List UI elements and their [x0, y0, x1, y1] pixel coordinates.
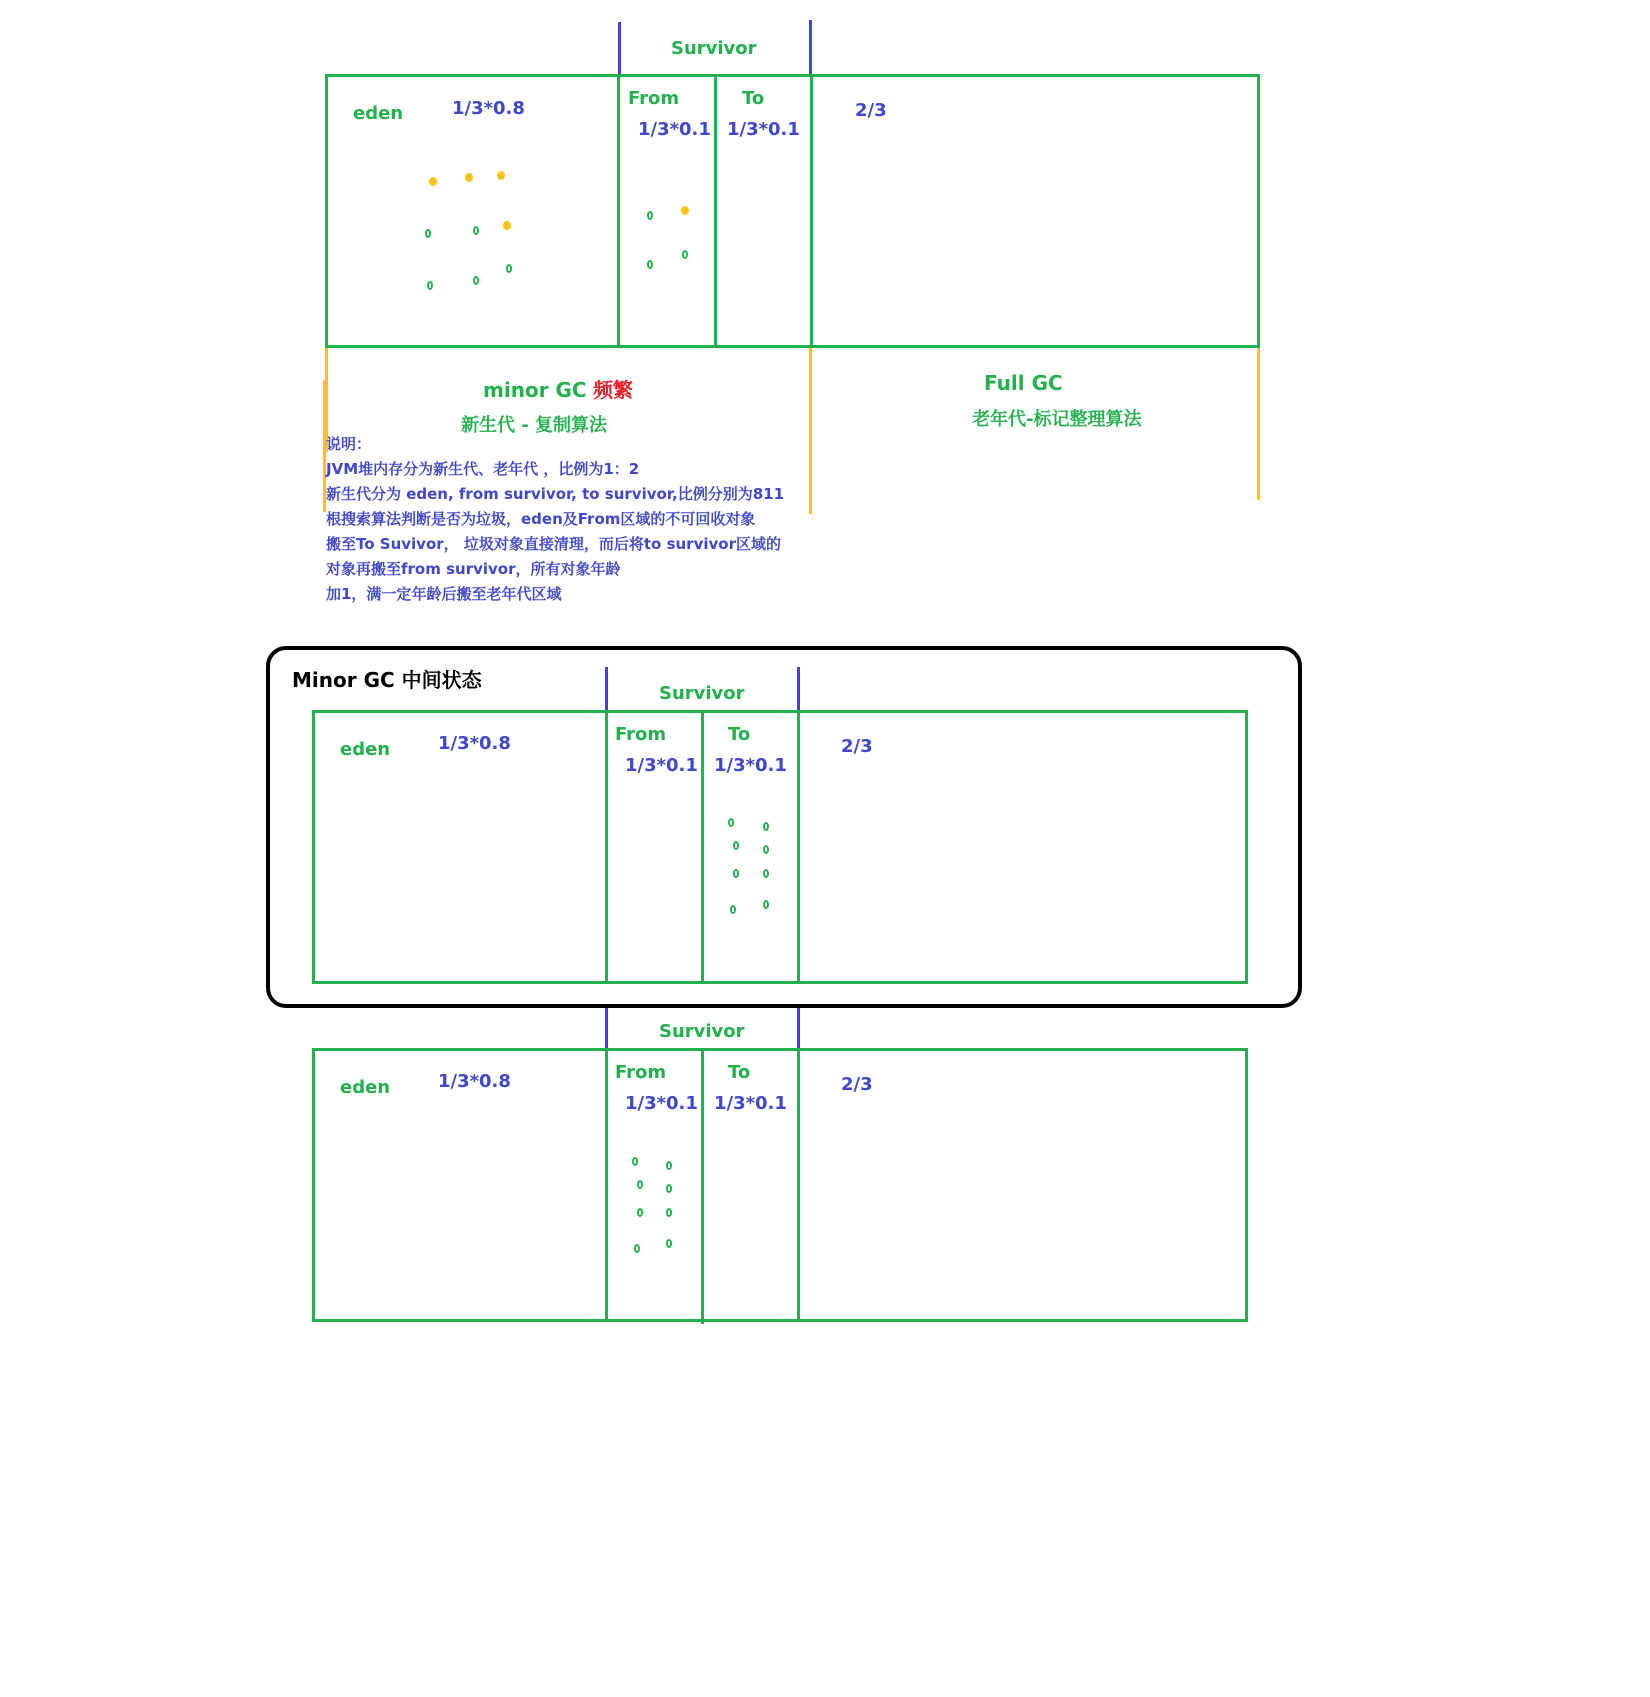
full-gc-label: Full GC — [984, 371, 1063, 395]
from-live-object — [666, 1208, 672, 1217]
bottom-old-ratio: 2/3 — [841, 1074, 873, 1095]
old-gen-right-bracket — [1257, 348, 1260, 500]
from-live-object — [637, 1180, 643, 1189]
from-garbage-object — [681, 206, 689, 215]
eden-live-object — [473, 226, 479, 235]
to-live-object — [763, 845, 769, 854]
eden-live-object — [425, 229, 431, 238]
middle-from-ratio: 1/3*0.1 — [625, 755, 698, 776]
young-gen-algorithm: 新生代 - 复制算法 — [461, 415, 608, 436]
from-live-object — [647, 211, 653, 220]
eden-garbage-object — [429, 177, 437, 186]
old-gen-algorithm: 老年代-标记整理算法 — [972, 409, 1142, 430]
explanation-line: JVM堆内存分为新生代、老年代 ，比例为1：2 — [326, 460, 640, 478]
eden-live-object — [506, 264, 512, 273]
top-young-old-divider — [810, 74, 813, 348]
top-from-ratio: 1/3*0.1 — [638, 119, 711, 140]
top-eden-label: eden — [353, 103, 404, 124]
to-live-object — [763, 822, 769, 831]
to-live-object — [763, 869, 769, 878]
bottom-survivor-right-marker — [797, 1008, 800, 1052]
explanation-line: 根搜索算法判断是否为垃圾，eden及From区域的不可回收对象 — [326, 510, 756, 528]
minor-gc-intermediate-title: Minor GC 中间状态 — [292, 668, 482, 692]
minor-gc-frequency: 频繁 — [592, 378, 633, 402]
middle-young-old-divider — [797, 710, 800, 984]
bottom-from-ratio: 1/3*0.1 — [625, 1093, 698, 1114]
eden-garbage-object — [497, 171, 505, 180]
bottom-from-to-divider — [701, 1048, 704, 1324]
from-live-object — [637, 1208, 643, 1217]
middle-from-label: From — [615, 724, 667, 745]
explanation-line: 新生代分为 eden, from survivor, to survivor,比例分别为811 — [326, 485, 785, 503]
middle-survivor-right-marker — [797, 667, 800, 713]
explanation-line: 对象再搬至from survivor，所有对象年龄 — [326, 560, 621, 578]
top-survivor-right-marker — [809, 20, 812, 76]
eden-live-object — [427, 281, 433, 290]
explanation-line: 搬至To Suvivor， 垃圾对象直接清理，而后将to survivor区域的 — [326, 535, 781, 553]
top-eden-ratio: 1/3*0.8 — [452, 98, 525, 119]
from-live-object — [632, 1157, 638, 1166]
young-old-separator — [809, 348, 812, 514]
from-live-object — [682, 250, 688, 259]
bottom-to-label: To — [728, 1062, 751, 1083]
explanation-text — [326, 432, 784, 607]
bottom-survivor-left-marker — [605, 1008, 608, 1052]
bottom-young-old-divider — [797, 1048, 800, 1322]
middle-survivor-left-marker — [605, 667, 608, 713]
bottom-from-label: From — [615, 1062, 667, 1083]
explanation-line: 说明： — [326, 435, 372, 453]
top-survivor-left-marker — [618, 22, 621, 76]
minor-gc-label — [483, 374, 633, 403]
top-old-ratio: 2/3 — [855, 100, 887, 121]
to-live-object — [733, 841, 739, 850]
top-eden-from-divider — [617, 74, 620, 348]
bottom-eden-ratio: 1/3*0.8 — [438, 1071, 511, 1092]
middle-to-label: To — [728, 724, 751, 745]
explanation-line: 加1，满一定年龄后搬至老年代区域 — [326, 585, 562, 603]
middle-old-ratio: 2/3 — [841, 736, 873, 757]
middle-to-ratio: 1/3*0.1 — [714, 755, 787, 776]
middle-eden-ratio: 1/3*0.8 — [438, 733, 511, 754]
from-live-object — [647, 260, 653, 269]
from-live-object — [634, 1244, 640, 1253]
middle-eden-label: eden — [340, 739, 391, 760]
to-live-object — [733, 869, 739, 878]
top-to-ratio: 1/3*0.1 — [727, 119, 800, 140]
top-to-label: To — [742, 88, 765, 109]
top-from-label: From — [628, 88, 680, 109]
middle-eden-from-divider — [605, 710, 608, 984]
minor-gc-name: minor GC — [483, 378, 587, 402]
to-live-object — [730, 905, 736, 914]
from-live-object — [666, 1161, 672, 1170]
from-live-object — [666, 1239, 672, 1248]
top-survivor-label: Survivor — [671, 38, 757, 59]
middle-survivor-label: Survivor — [659, 683, 745, 704]
top-from-to-divider — [714, 74, 717, 348]
from-live-object — [666, 1184, 672, 1193]
bottom-eden-from-divider — [605, 1048, 608, 1322]
bottom-survivor-label: Survivor — [659, 1021, 745, 1042]
bottom-eden-label: eden — [340, 1077, 391, 1098]
eden-live-object — [473, 276, 479, 285]
middle-from-to-divider — [701, 710, 704, 984]
eden-garbage-object — [465, 173, 473, 182]
bottom-to-ratio: 1/3*0.1 — [714, 1093, 787, 1114]
to-live-object — [763, 900, 769, 909]
to-live-object — [728, 818, 734, 827]
eden-garbage-object — [503, 221, 511, 230]
